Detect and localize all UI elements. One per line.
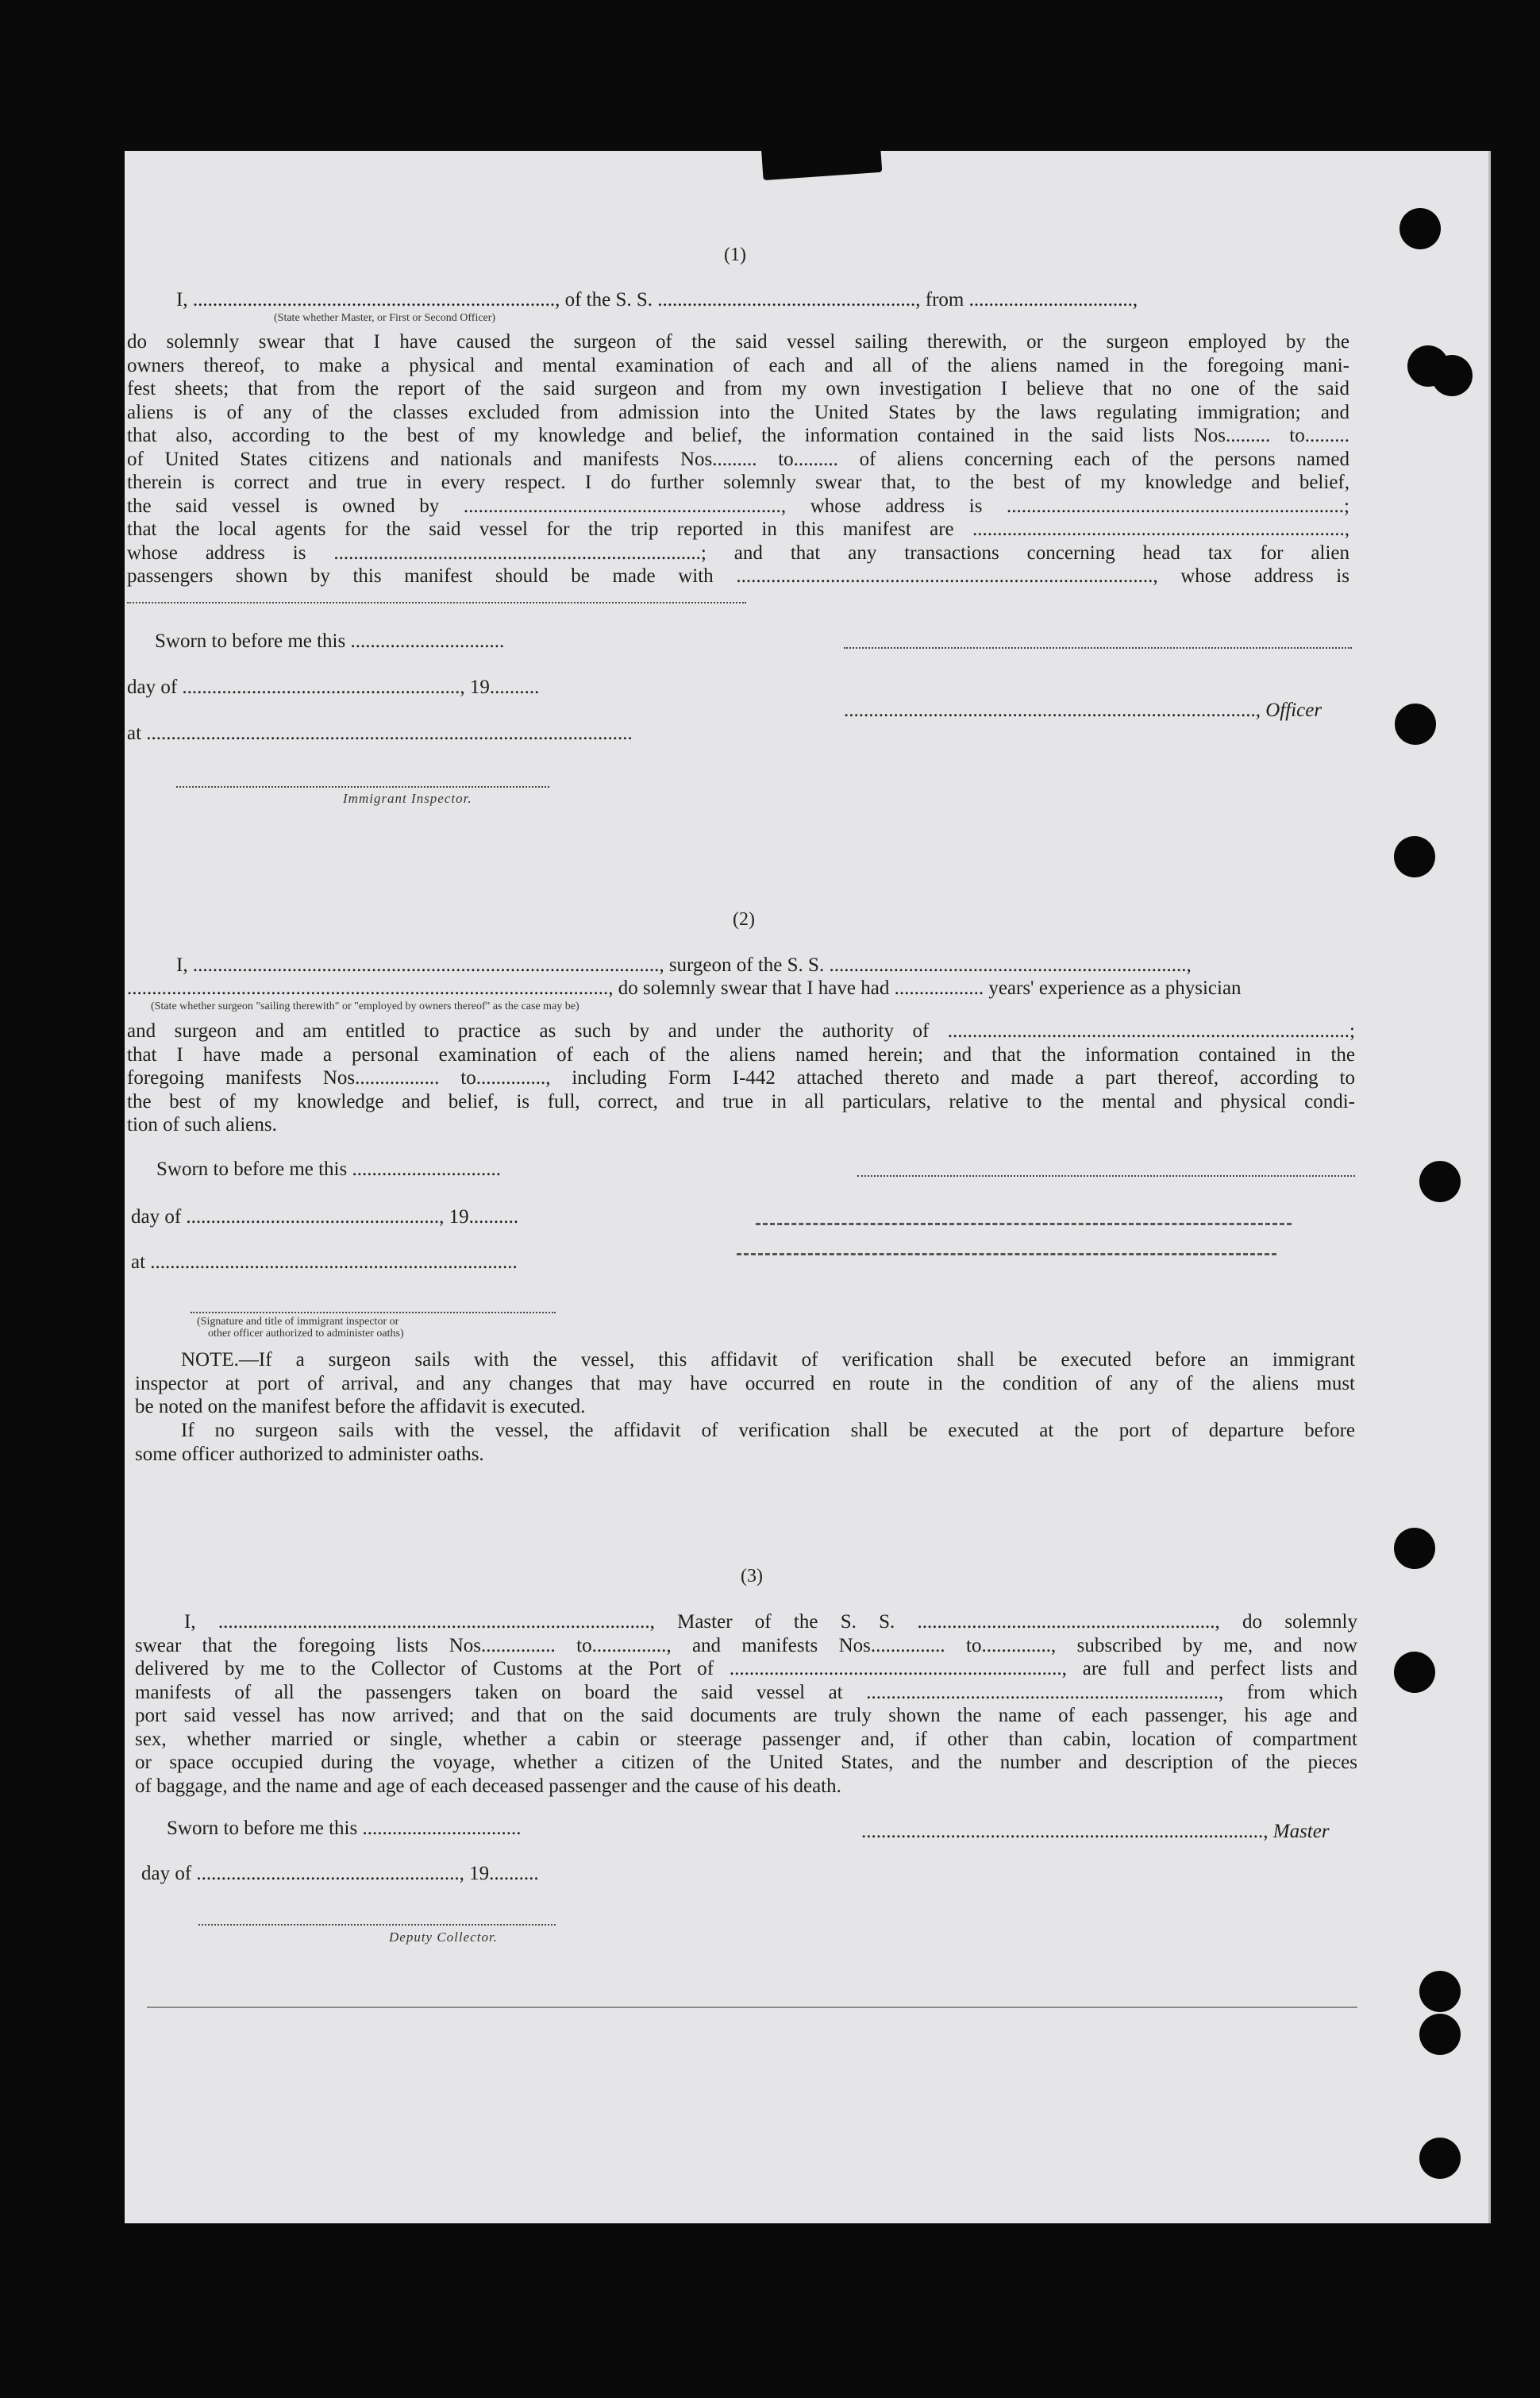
punch-hole xyxy=(1394,1528,1435,1569)
master-body: I, ......................................................................................., Master of the S. S. ............................................................, do solemnly swear that the foregoing lists Nos............... to..............., and manifests Nos............... to.............., subscribed by me, and now delivered by me to the Collector of Customs at the Port of ..................................................................., are full and perfect lists and manifests of all the passengers taken on board the said vessel at ......................................................................., from which port said vessel has now arrived; and that on the said documents are truly shown the name of each passenger, his age and sex, whether married or single, whether a cabin or steerage passenger and, if other than cabin, location of compartment or space occupied during the voyage, whether a citizen of the United States, and the number and description of the pieces of baggage, and the name and age of each deceased passenger and the cause of his death. xyxy=(135,1611,1357,1797)
sworn-line: Sworn to before me this ................................ xyxy=(167,1818,522,1839)
officer-line-title: Officer xyxy=(1265,700,1322,721)
oath-first-line: I, ........................................................................., of the S. S. ...................................................., from ................................., xyxy=(176,289,1138,310)
punch-hole xyxy=(1399,208,1441,249)
officer-line: ..................................................................................., Officer xyxy=(844,700,1322,721)
punch-hole xyxy=(1431,355,1473,396)
sworn-line: Sworn to before me this ............................... xyxy=(155,630,505,652)
collector-label: Deputy Collector. xyxy=(389,1930,498,1945)
sig-caption-line: other officer authorized to administer oaths) xyxy=(208,1328,404,1340)
punch-hole xyxy=(1394,1652,1435,1693)
section-number: (1) xyxy=(724,245,746,265)
signature-line xyxy=(191,1312,556,1313)
typed-line xyxy=(756,1223,1292,1225)
punch-hole xyxy=(1419,2014,1461,2055)
at-line: at .......................................................................... xyxy=(131,1251,518,1273)
sworn-line: Sworn to before me this .............................. xyxy=(156,1159,501,1180)
surgeon-second-line: ................................................................................................., do solemnly swear that I have had .................. years' experience as a physician xyxy=(127,977,1242,999)
surgeon-first-line: I, .............................................................................................., surgeon of the S. S. ........................................................................, xyxy=(176,954,1192,976)
signature-line xyxy=(176,786,549,788)
punch-hole xyxy=(1394,836,1435,877)
day-line: day of ..................................................., 19.......... xyxy=(131,1206,519,1228)
oath-body: do solemnly swear that I have caused the surgeon of the said vessel sailing therewith, or the surgeon employed by the owners thereof, to make a physical and mental examination of each and all of the aliens named in the foregoing mani- fest sheets; that from the report of the said surgeon and from my own investigation I believe that no one of the said aliens is of any of the classes excluded from admission into the United States by the laws regulating immigration; and that also, according to the best of my knowledge and belief, the information contained in the said lists Nos......... to......... of United States citizens and nationals and manifests Nos......... to......... of aliens concerning each of the persons named therein is correct and true in every respect. I do further solemnly swear that, to the best of my knowledge and belief, the said vessel is owned by ................................................................, whose address is ....................................................................; that the local agents for the said vessel for the trip reported in this manifest are ..........................................................................., whose address is ..........................................................................; and that any transactions concerning head tax for alien passengers shown by this manifest should be made with ...................................................................................., whose address is xyxy=(127,331,1349,587)
signature-line xyxy=(844,647,1352,649)
surgeon-body: and surgeon and am entitled to practice as such by and under the authority of .................................................................................; that I have made a personal examination of each of the aliens named herein; and that the information contained in the foregoing manifests Nos................. to.............., including Form I-442 attached thereto and made a part thereof, according to the best of my knowledge and belief, is full, correct, and true in all particulars, relative to the mental and physical condi- tion of such aliens. xyxy=(127,1020,1355,1135)
day-line: day of ....................................................., 19.......... xyxy=(141,1863,539,1884)
day-line: day of ........................................................, 19.......... xyxy=(127,677,540,698)
surgeon-caption: (State whether surgeon "sailing therewith" or "employed by owners thereof" as the case may be) xyxy=(151,1000,579,1012)
punch-hole xyxy=(1419,1161,1461,1202)
master-line-title: Master xyxy=(1272,1821,1330,1842)
section-number: (3) xyxy=(741,1566,763,1586)
typed-line xyxy=(737,1253,1276,1255)
note-paragraph: If no surgeon sails with the vessel, the affidavit of verification shall be executed at the port of departure before some officer authorized to administer oaths. xyxy=(135,1420,1355,1465)
note-paragraph: NOTE.—If a surgeon sails with the vessel, this affidavit of verification shall be executed before an immigrant inspector at port of arrival, and any changes that may have occurred en route in the condition of any of the aliens must be noted on the manifest before the affidavit is executed. xyxy=(135,1349,1355,1417)
section-number: (2) xyxy=(733,909,755,930)
punch-hole xyxy=(1395,704,1436,745)
signature-line xyxy=(198,1924,556,1926)
punch-hole xyxy=(1419,2138,1461,2179)
inspector-label: Immigrant Inspector. xyxy=(343,791,472,806)
punch-hole xyxy=(1419,1971,1461,2012)
bottom-rule xyxy=(147,2007,1357,2008)
master-line: ................................................................................., Master xyxy=(861,1821,1330,1842)
at-line: at .................................................................................................. xyxy=(127,723,633,744)
signature-line xyxy=(857,1175,1355,1177)
officer-caption: (State whether Master, or First or Second Officer) xyxy=(274,312,496,324)
signature-line xyxy=(127,602,746,603)
sig-caption-line: (Signature and title of immigrant inspector or xyxy=(197,1316,399,1328)
